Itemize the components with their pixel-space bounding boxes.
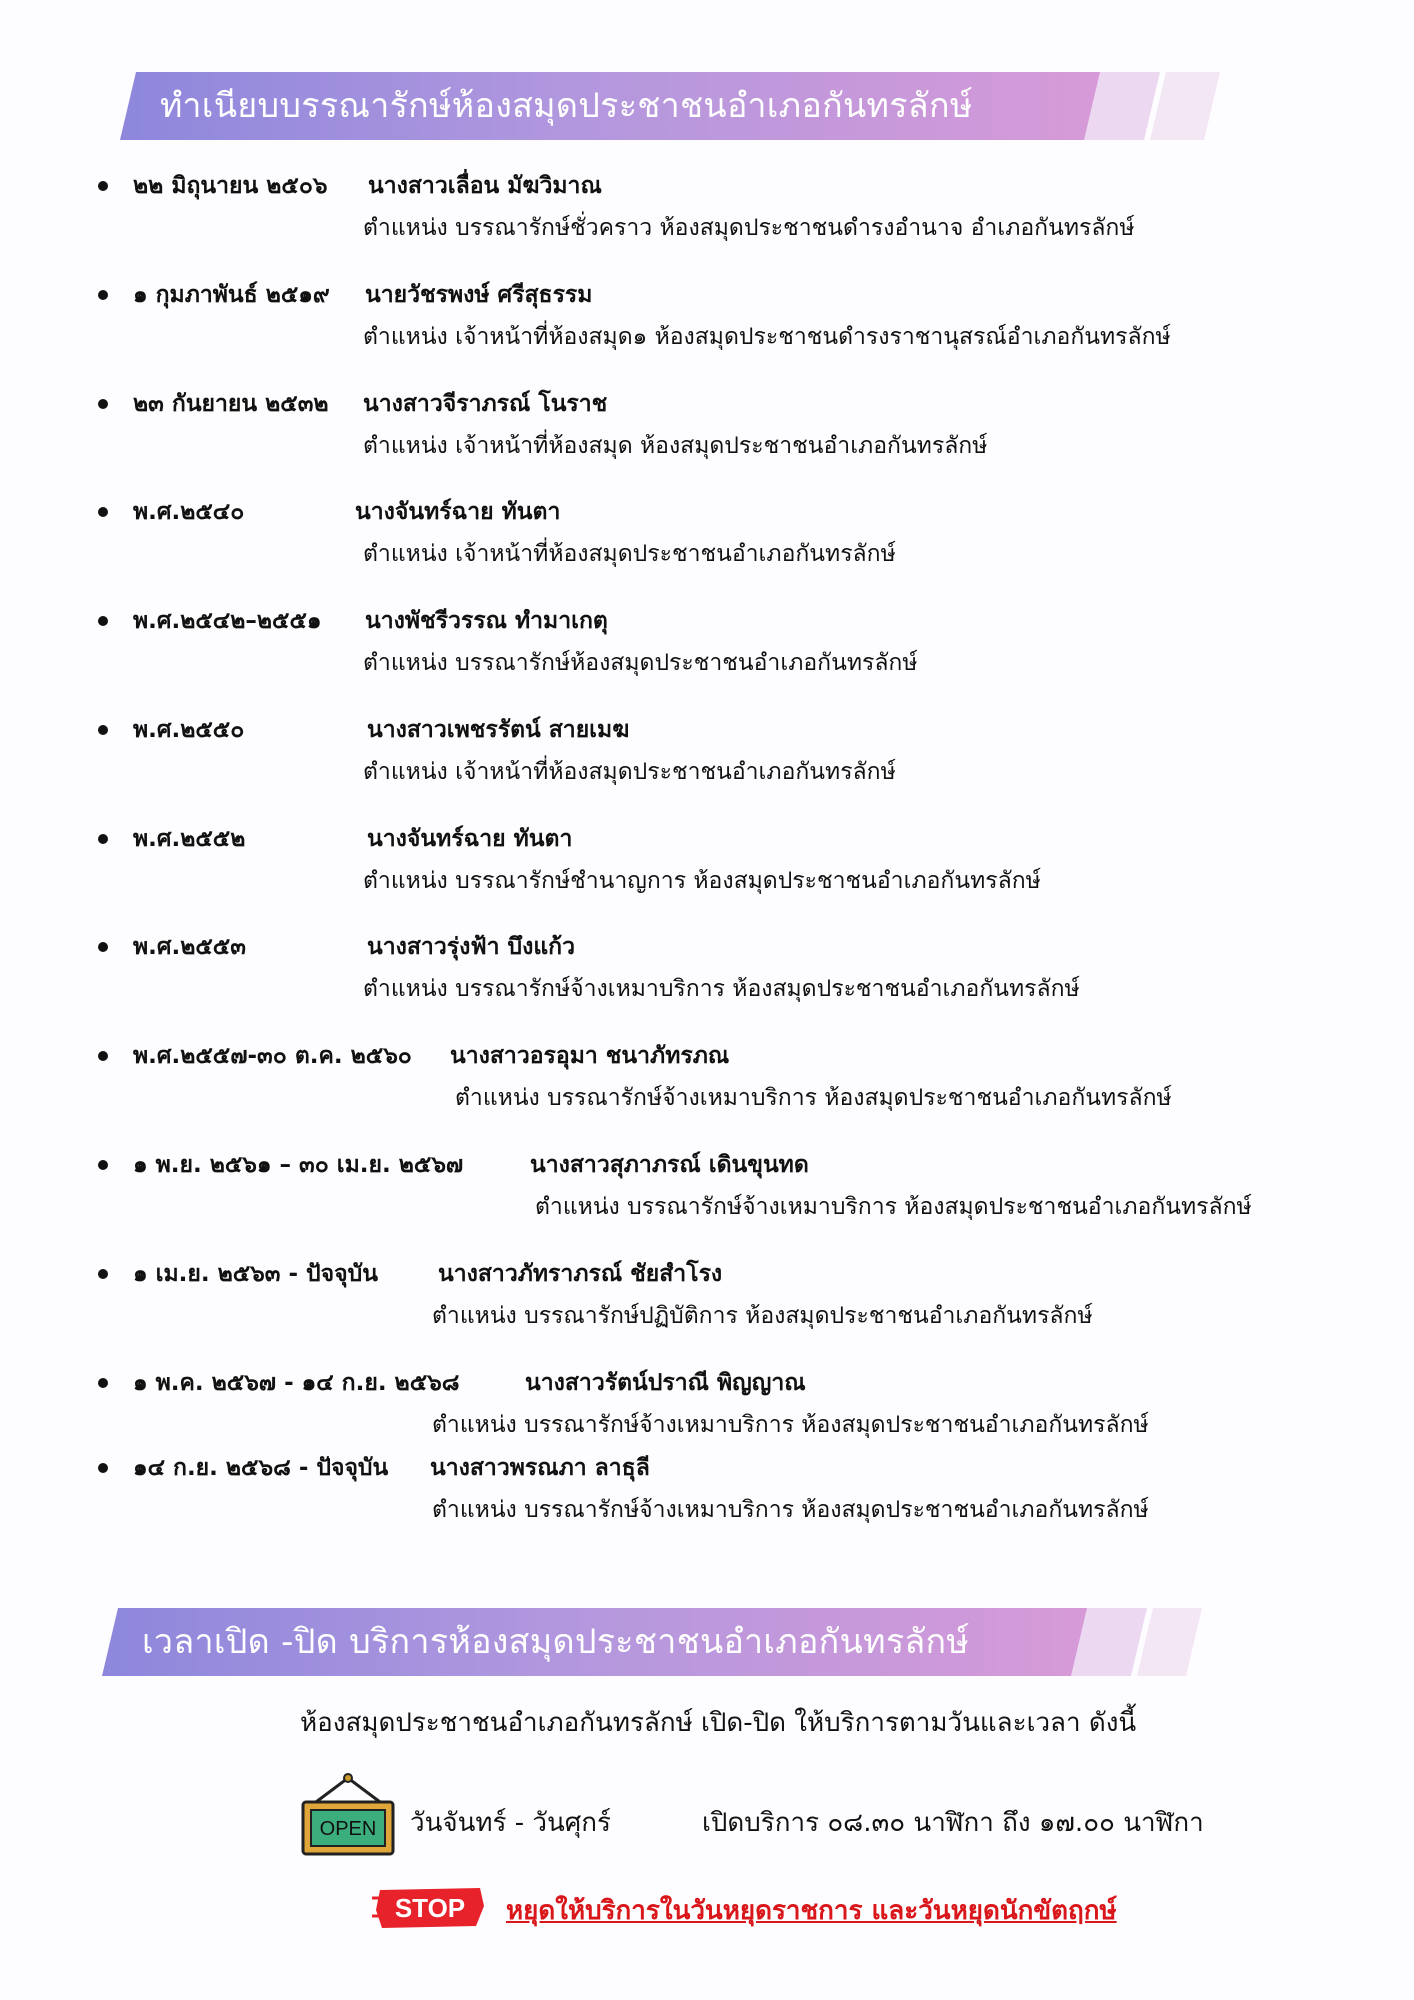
entry-name: นางพัชรีวรรณ ทำมาเกตุ: [365, 608, 608, 634]
entry-position: ตำแหน่ง บรรณารักษ์จ้างเหมาบริการ ห้องสมุดประชาชนอำเภอกันทรลักษ์: [363, 976, 1080, 1002]
entry-name: นางจันทร์ฉาย ทันตา: [355, 499, 561, 525]
open-days: วันจันทร์ - วันศุกร์: [410, 1808, 611, 1838]
entry-position: ตำแหน่ง เจ้าหน้าที่ห้องสมุด ห้องสมุดประชาชนอำเภอกันทรลักษ์: [363, 433, 988, 459]
bullet-icon: [98, 1378, 108, 1388]
hours-title: เวลาเปิด -ปิด บริการห้องสมุดประชาชนอำเภอกันทรลักษ์: [142, 1622, 970, 1662]
entry-date: ๑ กุมภาพันธ์ ๒๕๑๙: [133, 282, 330, 308]
entry-name: นางสาวสุภาภรณ์ เดินขุนทด: [530, 1152, 809, 1178]
entry-date: ๒๒ มิถุนายน ๒๕๐๖: [133, 173, 328, 199]
entry-date: พ.ศ.๒๕๕๒: [133, 826, 246, 852]
bullet-icon: [98, 1160, 108, 1170]
directory-title: ทำเนียบบรรณารักษ์ห้องสมุดประชาชนอำเภอกันทรลักษ์: [160, 86, 973, 126]
entry-position: ตำแหน่ง บรรณารักษ์จ้างเหมาบริการ ห้องสมุดประชาชนอำเภอกันทรลักษ์: [432, 1497, 1149, 1523]
bullet-icon: [98, 290, 108, 300]
entry-date: ๑๔ ก.ย. ๒๕๖๘ - ปัจจุบัน: [133, 1455, 389, 1481]
banner-accent: [1150, 72, 1220, 140]
entry-name: นางสาวจีราภรณ์ โนราช: [363, 391, 608, 417]
entry-name: นางสาวภัทราภรณ์ ชัยสำโรง: [438, 1261, 723, 1287]
entry-position: ตำแหน่ง บรรณารักษ์ชั่วคราว ห้องสมุดประชาชนดำรงอำนาจ อำเภอกันทรลักษ์: [363, 215, 1135, 241]
entry-date: ๑ พ.ย. ๒๕๖๑ – ๓๐ เม.ย. ๒๕๖๗: [133, 1152, 464, 1178]
entry-position: ตำแหน่ง เจ้าหน้าที่ห้องสมุดประชาชนอำเภอกันทรลักษ์: [363, 541, 896, 567]
banner-accent: [1137, 1608, 1202, 1676]
entry-name: นางสาวเพชรรัตน์ สายเมฆ: [367, 717, 630, 743]
entry-name: นางสาวพรณภา ลาธุลี: [430, 1455, 650, 1481]
bullet-icon: [98, 1269, 108, 1279]
entry-date: พ.ศ.๒๕๕๓: [133, 934, 246, 960]
entry-date: พ.ศ.๒๕๕๗-๓๐ ต.ค. ๒๕๖๐: [133, 1043, 412, 1069]
bullet-icon: [98, 399, 108, 409]
bullet-icon: [98, 942, 108, 952]
entry-name: นางสาวเลื่อน มัฆวิมาณ: [368, 173, 602, 199]
entry-position: ตำแหน่ง บรรณารักษ์จ้างเหมาบริการ ห้องสมุดประชาชนอำเภอกันทรลักษ์: [535, 1194, 1252, 1220]
entry-position: ตำแหน่ง บรรณารักษ์ปฏิบัติการ ห้องสมุดประชาชนอำเภอกันทรลักษ์: [432, 1303, 1093, 1329]
entry-name: นางสาวรัตน์ปราณี พิญญาณ: [525, 1370, 806, 1396]
entry-date: ๒๓ กันยายน ๒๕๓๒: [133, 391, 329, 417]
closed-note: หยุดให้บริการในวันหยุดราชการ และวันหยุดนักขัตฤกษ์: [506, 1896, 1117, 1926]
hours-row: [300, 1772, 1320, 1840]
entry-position: ตำแหน่ง เจ้าหน้าที่ห้องสมุดประชาชนอำเภอกันทรลักษ์: [363, 759, 896, 785]
entry-position: ตำแหน่ง บรรณารักษ์ห้องสมุดประชาชนอำเภอกันทรลักษ์: [363, 650, 918, 676]
entry-position: ตำแหน่ง เจ้าหน้าที่ห้องสมุด๑ ห้องสมุดประชาชนดำรงราชานุสรณ์อำเภอกันทรลักษ์: [363, 324, 1171, 350]
entry-name: นางสาวอรอุมา ชนาภัทรภณ: [450, 1043, 730, 1069]
entry-date: พ.ศ.๒๕๔๐: [133, 499, 245, 525]
entry-name: นางจันทร์ฉาย ทันตา: [367, 826, 573, 852]
entry-position: ตำแหน่ง บรรณารักษ์ชำนาญการ ห้องสมุดประชาชนอำเภอกันทรลักษ์: [363, 868, 1041, 894]
entry-date: ๑ พ.ค. ๒๕๖๗ - ๑๔ ก.ย. ๒๕๖๘: [133, 1370, 460, 1396]
entry-name: นางสาวรุ่งฟ้า บึงแก้ว: [367, 934, 576, 960]
bullet-icon: [98, 725, 108, 735]
entry-date: พ.ศ.๒๕๔๒–๒๕๕๑: [133, 608, 322, 634]
closed-row: [372, 1884, 1272, 1934]
hours-intro: ห้องสมุดประชาชนอำเภอกันทรลักษ์ เปิด-ปิด ให้บริการตามวันและเวลา ดังนี้: [300, 1708, 1137, 1738]
open-sign-icon: [300, 1772, 396, 1858]
entry-date: ๑ เม.ย. ๒๕๖๓ - ปัจจุบัน: [133, 1261, 378, 1287]
entry-position: ตำแหน่ง บรรณารักษ์จ้างเหมาบริการ ห้องสมุดประชาชนอำเภอกันทรลักษ์: [455, 1085, 1172, 1111]
bullet-icon: [98, 616, 108, 626]
entry-date: พ.ศ.๒๕๕๐: [133, 717, 245, 743]
open-sign-label: OPEN: [319, 1818, 377, 1840]
bullet-icon: [98, 507, 108, 517]
bullet-icon: [98, 1463, 108, 1473]
bullet-icon: [98, 834, 108, 844]
entry-position: ตำแหน่ง บรรณารักษ์จ้างเหมาบริการ ห้องสมุดประชาชนอำเภอกันทรลักษ์: [432, 1412, 1149, 1438]
bullet-icon: [98, 181, 108, 191]
stop-label: STOP: [394, 1893, 466, 1923]
open-hours: เปิดบริการ ๐๘.๓๐ นาฬิกา ถึง ๑๗.๐๐ นาฬิกา: [702, 1808, 1204, 1838]
hours-banner: [102, 1608, 1202, 1676]
bullet-icon: [98, 1051, 108, 1061]
entry-name: นายวัชรพงษ์ ศรีสุธรรม: [365, 282, 593, 308]
directory-banner: [120, 72, 1220, 140]
stop-sign-icon: [372, 1884, 488, 1930]
